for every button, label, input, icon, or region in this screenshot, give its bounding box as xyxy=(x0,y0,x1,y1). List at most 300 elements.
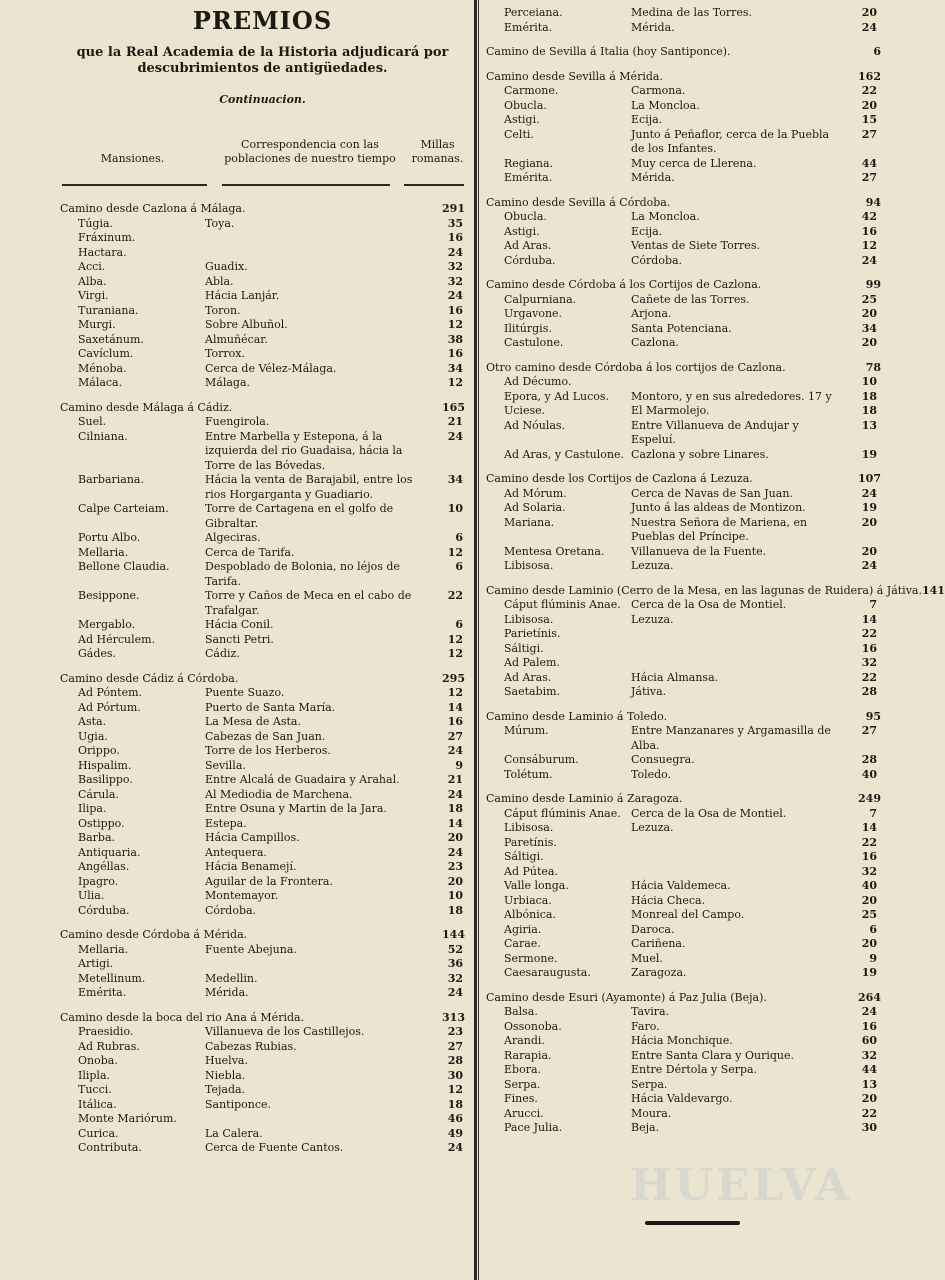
correspondence-cell: Lezuza. xyxy=(631,612,674,626)
correspondence-cell: Hácia Checa. xyxy=(631,893,706,907)
correspondence-cell: Antequera. xyxy=(205,845,267,859)
correspondence-cell: Cerca de Tarifa. xyxy=(205,545,295,559)
miles-cell: 20 xyxy=(861,6,877,19)
table-row xyxy=(60,473,465,502)
correspondence-cell: Cabezas de San Juan. xyxy=(205,729,326,743)
miles-cell: 38 xyxy=(447,332,463,346)
correspondence-cell: Hácia Campillos. xyxy=(205,831,300,844)
miles-cell: 14 xyxy=(447,700,463,714)
table-row xyxy=(60,943,465,958)
miles-cell: 28 xyxy=(861,685,877,698)
table-row xyxy=(60,846,465,861)
mansion-cell: Ad Solaria. xyxy=(504,501,566,514)
miles-cell: 21 xyxy=(447,773,463,786)
right-column xyxy=(486,6,945,1146)
route-total: 78 xyxy=(865,360,881,374)
table-row xyxy=(60,788,465,803)
table-row xyxy=(60,376,465,391)
mansion-cell: Cárula. xyxy=(78,787,119,801)
mansion-cell: Ugia. xyxy=(78,729,108,743)
mansion-cell: Balsa. xyxy=(504,1005,538,1018)
miles-cell: 24 xyxy=(447,245,463,259)
table-row xyxy=(60,744,465,759)
mansion-cell: Serpa. xyxy=(504,1077,541,1091)
miles-cell: 24 xyxy=(861,1005,877,1018)
miles-cell: 42 xyxy=(861,210,877,223)
miles-cell: 27 xyxy=(861,724,877,737)
page-title: PREMIOS xyxy=(192,6,333,35)
route-section xyxy=(60,401,465,662)
correspondence-cell: Aguilar de la Frontera. xyxy=(205,874,333,888)
correspondence-cell: Tavira. xyxy=(631,1005,670,1018)
miles-cell: 25 xyxy=(861,908,877,921)
mansion-cell: Astigi. xyxy=(504,224,540,238)
header-rule xyxy=(404,184,464,186)
miles-cell: 23 xyxy=(447,1025,463,1038)
table-row xyxy=(486,1063,881,1078)
table-row xyxy=(486,6,881,21)
correspondence-cell: Cazlona. xyxy=(631,336,680,349)
mansion-cell: Asta. xyxy=(78,715,107,728)
correspondence-cell: Al Mediodia de Marchena. xyxy=(205,787,353,801)
miles-cell: 22 xyxy=(861,627,877,640)
mansion-cell: Gádes. xyxy=(78,647,117,660)
route-name: Camino desde Laminio á Zaragoza. xyxy=(486,792,683,805)
table-row xyxy=(60,589,465,618)
header-rule xyxy=(222,184,390,186)
correspondence-cell: Cariñena. xyxy=(631,937,686,950)
route-name: Camino desde Cazlona á Málaga. xyxy=(60,202,246,215)
table-row xyxy=(486,390,881,405)
miles-cell: 22 xyxy=(861,1106,877,1120)
correspondence-cell: Santiponce. xyxy=(205,1097,272,1111)
mansion-cell: Sáltigi. xyxy=(504,850,544,863)
route-section xyxy=(486,45,881,60)
correspondence-cell: Faro. xyxy=(631,1019,660,1033)
route-heading xyxy=(486,196,881,211)
route-total: 249 xyxy=(858,792,881,805)
miles-cell: 12 xyxy=(447,647,463,660)
mansion-cell: Perceiana. xyxy=(504,6,563,19)
mansion-cell: Celti. xyxy=(504,127,534,141)
correspondence-cell: Mérida. xyxy=(631,171,675,184)
route-name: Camino desde Córdoba á Mérida. xyxy=(60,928,248,941)
table-row xyxy=(60,686,465,701)
mansion-cell: Fines. xyxy=(504,1092,538,1105)
mansion-cell: Túgia. xyxy=(78,216,114,230)
miles-cell: 32 xyxy=(447,274,463,288)
column-header-millas: Millas romanas. xyxy=(411,138,464,165)
table-row xyxy=(60,502,465,531)
route-heading xyxy=(486,991,881,1006)
miles-cell: 32 xyxy=(447,971,463,985)
table-row xyxy=(486,613,881,628)
mansion-cell: Ad Hérculem. xyxy=(78,632,156,646)
table-row xyxy=(486,225,881,240)
correspondence-cell: Hácia Lanjár. xyxy=(205,289,280,302)
table-row xyxy=(486,656,881,671)
table-row xyxy=(60,633,465,648)
correspondence-cell: Monreal del Campo. xyxy=(631,908,745,921)
table-row xyxy=(486,1020,881,1035)
correspondence-cell: Cerca de la Osa de Montiel. xyxy=(631,598,787,611)
table-row xyxy=(486,836,881,851)
correspondence-cell: Córdoba. xyxy=(205,903,257,917)
mansion-cell: Ménoba. xyxy=(78,361,127,375)
table-row xyxy=(486,879,881,894)
table-row xyxy=(486,501,881,516)
mansion-cell: Ad Púteа. xyxy=(504,864,558,878)
table-row xyxy=(486,966,881,981)
mansion-cell: Basilippo. xyxy=(78,773,133,786)
correspondence-cell: Torre y Caños de Meca en el cabo de Trafalgar. xyxy=(205,589,412,617)
watermark: HUELVA xyxy=(630,1160,853,1211)
mansion-cell: Ad Décumo. xyxy=(504,375,572,388)
route-section xyxy=(60,672,465,919)
correspondence-cell: Torrox. xyxy=(205,347,245,360)
miles-cell: 20 xyxy=(861,515,877,529)
miles-cell: 19 xyxy=(861,501,877,514)
mansion-cell: Virgi. xyxy=(78,289,109,302)
table-row xyxy=(60,904,465,919)
table-row xyxy=(60,1141,465,1156)
mansion-cell: Ad Palem. xyxy=(504,656,560,669)
mansion-cell: Alba. xyxy=(78,274,107,288)
mansion-cell: Ostippo. xyxy=(78,816,125,830)
miles-cell: 13 xyxy=(861,418,877,432)
miles-cell: 30 xyxy=(861,1121,877,1134)
mansion-cell: Epora, y Ad Lucos. xyxy=(504,389,610,403)
miles-cell: 35 xyxy=(447,216,463,230)
route-name: Camino desde Cádiz á Córdoba. xyxy=(60,671,239,685)
table-row xyxy=(486,923,881,938)
correspondence-cell: Abla. xyxy=(205,274,234,288)
correspondence-cell xyxy=(631,627,841,642)
table-row xyxy=(60,531,465,546)
table-row xyxy=(486,307,881,322)
miles-cell: 18 xyxy=(861,389,877,403)
table-row xyxy=(486,598,881,613)
mansion-cell: Praesidio. xyxy=(78,1025,134,1038)
table-row xyxy=(486,1005,881,1020)
table-row xyxy=(486,448,881,463)
correspondence-cell xyxy=(205,231,415,246)
route-heading xyxy=(486,278,881,293)
table-row xyxy=(60,715,465,730)
miles-cell: 24 xyxy=(447,429,463,443)
table-row xyxy=(486,807,881,822)
correspondence-cell: Cañete de las Torres. xyxy=(631,292,750,306)
correspondence-cell: Málaga. xyxy=(205,376,250,389)
table-row xyxy=(60,304,465,319)
correspondence-cell xyxy=(631,656,841,671)
column-header-mansiones: Mansiones. xyxy=(100,152,165,165)
correspondence-cell: Junto á las aldeas de Montizon. xyxy=(631,501,806,514)
route-name: Camino desde Málaga á Cádiz. xyxy=(60,400,233,414)
route-name: Camino desde Sevilla á Mérida. xyxy=(486,69,663,83)
table-row xyxy=(486,487,881,502)
miles-cell: 16 xyxy=(861,641,877,655)
table-row xyxy=(486,210,881,225)
miles-cell: 22 xyxy=(447,589,463,602)
table-row xyxy=(60,231,465,246)
table-row xyxy=(60,831,465,846)
mansion-cell: Mariana. xyxy=(504,515,555,529)
mansion-cell: Agiria. xyxy=(504,922,542,936)
mansion-cell: Acci. xyxy=(78,260,106,273)
mansion-cell: Libisosa. xyxy=(504,612,554,626)
mansion-cell: Ilipa. xyxy=(78,802,107,815)
mansion-cell: Suel. xyxy=(78,415,107,428)
table-row xyxy=(486,322,881,337)
miles-cell: 49 xyxy=(447,1126,463,1140)
route-heading xyxy=(486,792,881,807)
route-section xyxy=(486,361,881,463)
miles-cell: 18 xyxy=(447,1097,463,1111)
route-total: 295 xyxy=(442,671,465,685)
miles-cell: 15 xyxy=(861,113,877,126)
mansion-cell: Itálica. xyxy=(78,1097,117,1111)
table-row xyxy=(486,113,881,128)
miles-cell: 9 xyxy=(869,951,877,965)
table-row xyxy=(60,1112,465,1127)
miles-cell: 7 xyxy=(869,806,877,820)
correspondence-cell: La Mesa de Asta. xyxy=(205,715,301,728)
correspondence-cell: Entre Dértola y Serpa. xyxy=(631,1063,758,1076)
miles-cell: 28 xyxy=(447,1054,463,1067)
mansion-cell: Rarapia. xyxy=(504,1048,552,1062)
mansion-cell: Saxetánum. xyxy=(78,332,144,346)
header-rule xyxy=(62,184,207,186)
miles-cell: 27 xyxy=(447,729,463,743)
miles-cell: 40 xyxy=(861,879,877,892)
correspondence-cell: Tejada. xyxy=(205,1083,246,1096)
correspondence-cell: Entre Marbella y Estepona, á la izquierda del rio Guadaisa, hácia la Torre de las Bóvedas. xyxy=(205,429,403,472)
mansion-cell: Múrum. xyxy=(504,724,549,737)
table-row xyxy=(486,128,881,157)
correspondence-cell xyxy=(631,865,841,880)
route-section xyxy=(60,202,465,391)
correspondence-cell: Beja. xyxy=(631,1121,660,1134)
table-row xyxy=(60,1069,465,1084)
miles-cell: 28 xyxy=(861,753,877,766)
mansion-cell: Portu Albo. xyxy=(78,531,141,544)
correspondence-cell: Mérida. xyxy=(205,986,249,999)
left-column xyxy=(60,202,465,1166)
table-row xyxy=(60,318,465,333)
mansion-cell: Artigi. xyxy=(78,957,114,970)
mansion-cell: Ipagro. xyxy=(78,874,119,888)
mansion-cell: Mentesa Oretana. xyxy=(504,544,605,558)
correspondence-cell: Torre de Cartagena en el golfo de Gibraltar. xyxy=(205,502,394,530)
miles-cell: 12 xyxy=(447,545,463,559)
miles-cell: 19 xyxy=(861,447,877,461)
miles-cell: 22 xyxy=(861,670,877,684)
column-divider xyxy=(474,0,477,1280)
correspondence-cell: Zaragoza. xyxy=(631,966,687,979)
table-row xyxy=(60,217,465,232)
correspondence-cell: Consuegra. xyxy=(631,753,695,766)
miles-cell: 24 xyxy=(861,20,877,34)
miles-cell: 6 xyxy=(455,531,463,544)
miles-cell: 46 xyxy=(447,1112,463,1125)
miles-cell: 20 xyxy=(447,874,463,888)
correspondence-cell: Carmona. xyxy=(631,84,686,97)
correspondence-cell: Hácia Almansa. xyxy=(631,670,719,684)
miles-cell: 27 xyxy=(447,1039,463,1053)
miles-cell: 16 xyxy=(447,347,463,360)
miles-cell: 23 xyxy=(447,860,463,873)
mansion-cell: Obucla. xyxy=(504,210,547,223)
correspondence-cell: El Marmolejo. xyxy=(631,404,710,417)
table-row xyxy=(486,239,881,254)
miles-cell: 20 xyxy=(861,937,877,950)
table-row xyxy=(60,802,465,817)
table-row xyxy=(60,1127,465,1142)
miles-cell: 12 xyxy=(861,239,877,252)
route-section xyxy=(486,196,881,269)
miles-cell: 10 xyxy=(861,375,877,388)
route-heading xyxy=(486,472,881,487)
mansion-cell: Ulia. xyxy=(78,889,105,902)
mansion-cell: Mergablo. xyxy=(78,618,136,631)
miles-cell: 34 xyxy=(861,321,877,335)
correspondence-cell: Hácia Benamejí. xyxy=(205,860,297,873)
correspondence-cell: Entre Villanueva de Andujar y Espeluí. xyxy=(631,418,799,446)
correspondence-cell: Ventas de Siete Torres. xyxy=(631,239,760,252)
table-row xyxy=(60,546,465,561)
correspondence-cell: Sobre Albuñol. xyxy=(205,318,288,331)
table-row xyxy=(486,952,881,967)
miles-cell: 16 xyxy=(447,715,463,728)
mansion-cell: Obucla. xyxy=(504,98,547,112)
table-row xyxy=(60,889,465,904)
page-subtitle: que la Real Academia de la Historia adjudicará por descubrimientos de antigüedades. xyxy=(76,45,449,76)
miles-cell: 36 xyxy=(447,957,463,970)
correspondence-cell: Daroca. xyxy=(631,922,675,936)
table-row xyxy=(486,627,881,642)
mansion-cell: Contributa. xyxy=(78,1141,142,1154)
correspondence-cell: Cabezas Rubias. xyxy=(205,1039,297,1053)
route-total: 99 xyxy=(865,278,881,291)
table-row xyxy=(486,84,881,99)
route-heading xyxy=(60,928,465,943)
route-heading xyxy=(486,583,945,599)
miles-cell: 44 xyxy=(861,1063,877,1076)
mansion-cell: Urbiaca. xyxy=(504,893,552,907)
table-row xyxy=(486,99,881,114)
table-row xyxy=(486,157,881,172)
correspondence-cell xyxy=(631,375,841,390)
mansion-cell: Sáltigi. xyxy=(504,641,544,655)
miles-cell: 24 xyxy=(861,253,877,267)
correspondence-cell: Sancti Petri. xyxy=(205,632,274,646)
table-row xyxy=(486,171,881,186)
table-row xyxy=(60,986,465,1001)
table-row xyxy=(486,21,881,36)
route-total: 107 xyxy=(858,472,881,485)
route-heading xyxy=(486,710,881,725)
mansion-cell: Ad Pórtum. xyxy=(78,700,141,714)
correspondence-cell: Guadix. xyxy=(205,260,248,273)
correspondence-cell: Serpa. xyxy=(631,1077,668,1091)
mansion-cell: Ilipla. xyxy=(78,1068,110,1082)
mansion-cell: Castulone. xyxy=(504,336,564,349)
correspondence-cell: Toron. xyxy=(205,303,241,317)
end-ornament xyxy=(645,1221,740,1225)
table-row xyxy=(60,333,465,348)
mansion-cell: Emérita. xyxy=(504,171,553,184)
mansion-cell: Besippone. xyxy=(78,589,140,602)
correspondence-cell: Torre de los Herberos. xyxy=(205,744,331,757)
table-row xyxy=(60,430,465,474)
miles-cell: 6 xyxy=(869,922,877,936)
table-row xyxy=(486,254,881,269)
mansion-cell: Cavíclum. xyxy=(78,347,134,360)
table-row xyxy=(486,865,881,880)
correspondence-cell: Villanueva de la Fuente. xyxy=(631,544,767,558)
correspondence-cell xyxy=(205,246,415,261)
table-row xyxy=(486,1034,881,1049)
correspondence-cell: Sevilla. xyxy=(205,758,246,772)
correspondence-cell: Cerca de Vélez-Málaga. xyxy=(205,361,337,375)
mansion-cell: Hispalim. xyxy=(78,758,132,772)
miles-cell: 12 xyxy=(447,1083,463,1096)
miles-cell: 24 xyxy=(447,787,463,801)
table-row xyxy=(60,701,465,716)
route-total: 313 xyxy=(442,1010,465,1024)
mansion-cell: Tolétum. xyxy=(504,767,553,781)
correspondence-cell: Toya. xyxy=(205,216,235,230)
table-row xyxy=(486,559,881,574)
correspondence-cell xyxy=(631,642,841,657)
mansion-cell: Orippo. xyxy=(78,744,120,757)
correspondence-cell: Almuñécar. xyxy=(205,332,268,346)
table-row xyxy=(486,1092,881,1107)
correspondence-cell: Puente Suazo. xyxy=(205,686,285,699)
table-row xyxy=(60,647,465,662)
correspondence-cell: Cazlona y sobre Linares. xyxy=(631,447,769,461)
correspondence-cell: Moura. xyxy=(631,1106,672,1120)
mansion-cell: Sermone. xyxy=(504,951,558,965)
mansion-cell: Albónica. xyxy=(504,908,556,921)
miles-cell: 16 xyxy=(861,1019,877,1033)
table-row xyxy=(60,362,465,377)
correspondence-cell: Cádiz. xyxy=(205,647,240,660)
mansion-cell: Ad Rubras. xyxy=(78,1039,140,1053)
route-name: Camino desde Laminio (Cerro de la Mesa, en las lagunas de Ruidera) á Játiva. xyxy=(486,583,922,597)
route-name: Camino desde Esuri (Ayamonte) á Paz Julia (Beja). xyxy=(486,990,767,1004)
table-row xyxy=(60,817,465,832)
table-row xyxy=(60,560,465,589)
mansion-cell: Cáput flúminis Anae. xyxy=(504,598,621,611)
route-heading xyxy=(60,1011,465,1026)
route-total: 144 xyxy=(442,928,465,941)
mansion-cell: Uciese. xyxy=(504,404,546,417)
correspondence-cell: Ecija. xyxy=(631,113,663,126)
table-row xyxy=(60,773,465,788)
route-heading xyxy=(486,70,881,85)
correspondence-cell: Cerca de Navas de San Juan. xyxy=(631,486,793,500)
mansion-cell: Carae. xyxy=(504,937,541,950)
continuation-label: Continuacion. xyxy=(219,93,306,106)
correspondence-cell: Ecija. xyxy=(631,224,663,238)
mansion-cell: Málaca. xyxy=(78,376,123,389)
correspondence-cell: Entre Santa Clara y Ourique. xyxy=(631,1048,794,1062)
route-section xyxy=(486,6,881,35)
miles-cell: 13 xyxy=(861,1077,877,1091)
mansion-cell: Curica. xyxy=(78,1126,119,1140)
